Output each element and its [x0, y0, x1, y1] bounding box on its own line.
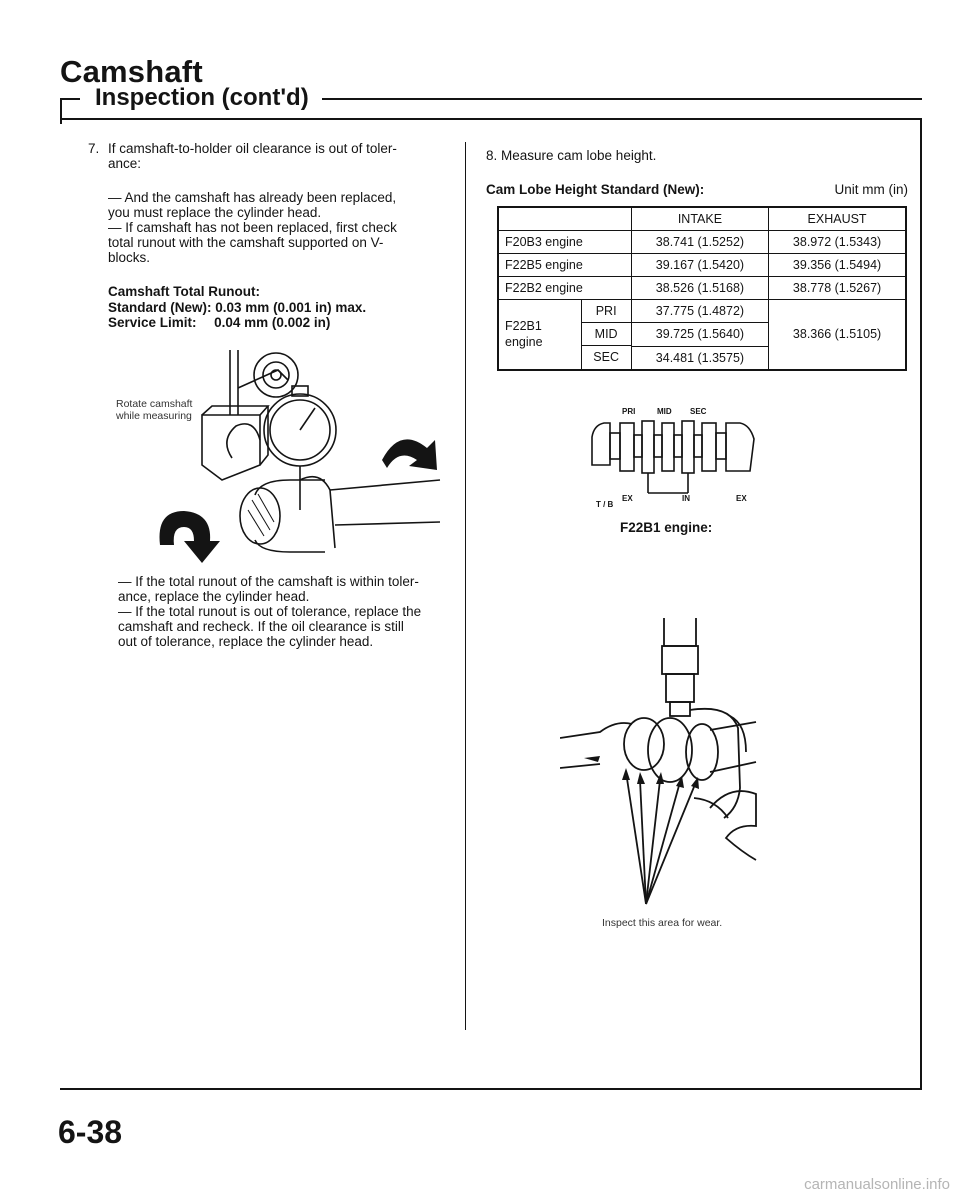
section-title: Inspection (cont'd)	[95, 84, 309, 111]
engine-cell: F22B5 engine	[498, 253, 631, 276]
cam-label: EX	[736, 494, 747, 503]
engine-cell: F20B3 engine	[498, 230, 631, 253]
runout-standard-label: Standard (New):	[108, 300, 212, 315]
exhaust-cell: 39.356 (1.5494)	[769, 253, 906, 276]
header-rule-left	[60, 98, 80, 100]
step-7-number: 7.	[88, 141, 100, 156]
cam-lobe-height-table	[497, 206, 907, 371]
wear-caption: Inspect this area for wear.	[602, 917, 723, 929]
col-header-exhaust: EXHAUST	[769, 207, 906, 230]
cam-label: PRI	[622, 407, 636, 416]
bullet-line: — If the total runout of the camshaft is within toler-	[118, 574, 419, 589]
runout-heading: Camshaft Total Runout:	[108, 284, 260, 299]
bullet-line: — And the camshaft has already been replaced,	[108, 190, 397, 205]
engine-cell: F22B2 engine	[498, 276, 631, 299]
micrometer-illustration	[560, 612, 770, 912]
frame-right	[920, 118, 922, 1090]
cam-label: MID	[657, 407, 672, 416]
cam-tb-label: T / B	[596, 500, 614, 509]
runout-service-value: 0.04 mm (0.002 in)	[214, 315, 331, 330]
bullet-line: total runout with the camshaft supported on V-	[108, 235, 384, 250]
col-header-intake: INTAKE	[631, 207, 768, 230]
f22b1-sub-label: MID	[581, 323, 631, 346]
runout-standard-value: 0.03 mm (0.001 in) max.	[215, 300, 367, 315]
f22b1-sub-label: SEC	[593, 350, 619, 365]
step-8: 8. Measure cam lobe height.	[486, 148, 657, 163]
page-number: 6-38	[58, 1114, 123, 1150]
step-7-line: If camshaft-to-holder oil clearance is out of toler-	[108, 141, 397, 156]
bullet-line: you must replace the cylinder head.	[108, 205, 322, 220]
bullet-line: camshaft and recheck. If the oil clearance is still	[118, 619, 404, 634]
frame-top	[60, 118, 922, 120]
frame-bottom	[60, 1088, 922, 1090]
cam-figure-caption: F22B1 engine:	[620, 520, 713, 535]
exhaust-cell: 38.366 (1.5105)	[769, 299, 906, 370]
bullet-line: blocks.	[108, 250, 151, 265]
f22b1-engine-label	[499, 300, 581, 369]
f22b1-subtable	[499, 300, 631, 369]
table-row	[498, 230, 906, 253]
intake-cell: 39.167 (1.5420)	[631, 253, 768, 276]
cam-label: SEC	[690, 407, 707, 416]
runout-service	[108, 315, 330, 330]
camshaft-lobes-illustration	[590, 415, 770, 497]
intake-cell: 37.775 (1.4872)	[631, 299, 768, 323]
table-title: Cam Lobe Height Standard (New):	[486, 182, 705, 197]
intake-cell: 38.741 (1.5252)	[631, 230, 768, 253]
table-row	[498, 276, 906, 299]
watermark: carmanualsonline.info	[804, 1176, 950, 1193]
bullet-line: out of tolerance, replace the cylinder head.	[118, 634, 374, 649]
dial-indicator-illustration	[150, 340, 450, 565]
table-header-row	[498, 207, 906, 230]
page-title: Camshaft	[60, 54, 203, 89]
bullet-line: ance, replace the cylinder head.	[118, 589, 310, 604]
bullet-line: — If the total runout is out of tolerance, replace the	[118, 604, 422, 619]
intake-cell: 39.725 (1.5640)	[631, 323, 768, 347]
table-row	[498, 299, 906, 323]
f22b1-line: F22B1	[505, 319, 542, 333]
f22b1-sub-label: PRI	[581, 300, 631, 323]
table-row	[498, 253, 906, 276]
runout-service-label: Service Limit:	[108, 315, 197, 330]
intake-cell: 38.526 (1.5168)	[631, 276, 768, 299]
unit-label: Unit mm (in)	[834, 182, 908, 197]
caption-line: Rotate camshaft	[116, 398, 193, 410]
f22b1-line: engine	[505, 335, 543, 349]
column-divider	[465, 142, 466, 1030]
header-rule-right	[322, 98, 922, 100]
step-7-text	[108, 141, 454, 171]
bullet-line: — If camshaft has not been replaced, first check	[108, 220, 397, 235]
exhaust-cell: 38.778 (1.5267)	[769, 276, 906, 299]
table-corner-cell	[498, 207, 631, 230]
caption-line: while measuring	[116, 410, 192, 422]
exhaust-cell: 38.972 (1.5343)	[769, 230, 906, 253]
header-rule-tick	[60, 98, 62, 124]
f22b1-engine-cell	[498, 299, 631, 370]
step-7-line: ance:	[108, 156, 142, 171]
intake-cell: 34.481 (1.3575)	[631, 346, 768, 370]
cam-label: EX	[622, 494, 633, 503]
cam-label: IN	[682, 494, 690, 503]
after-bullets	[118, 574, 458, 649]
runout-standard	[108, 300, 366, 315]
step-7-bullets	[108, 190, 454, 265]
